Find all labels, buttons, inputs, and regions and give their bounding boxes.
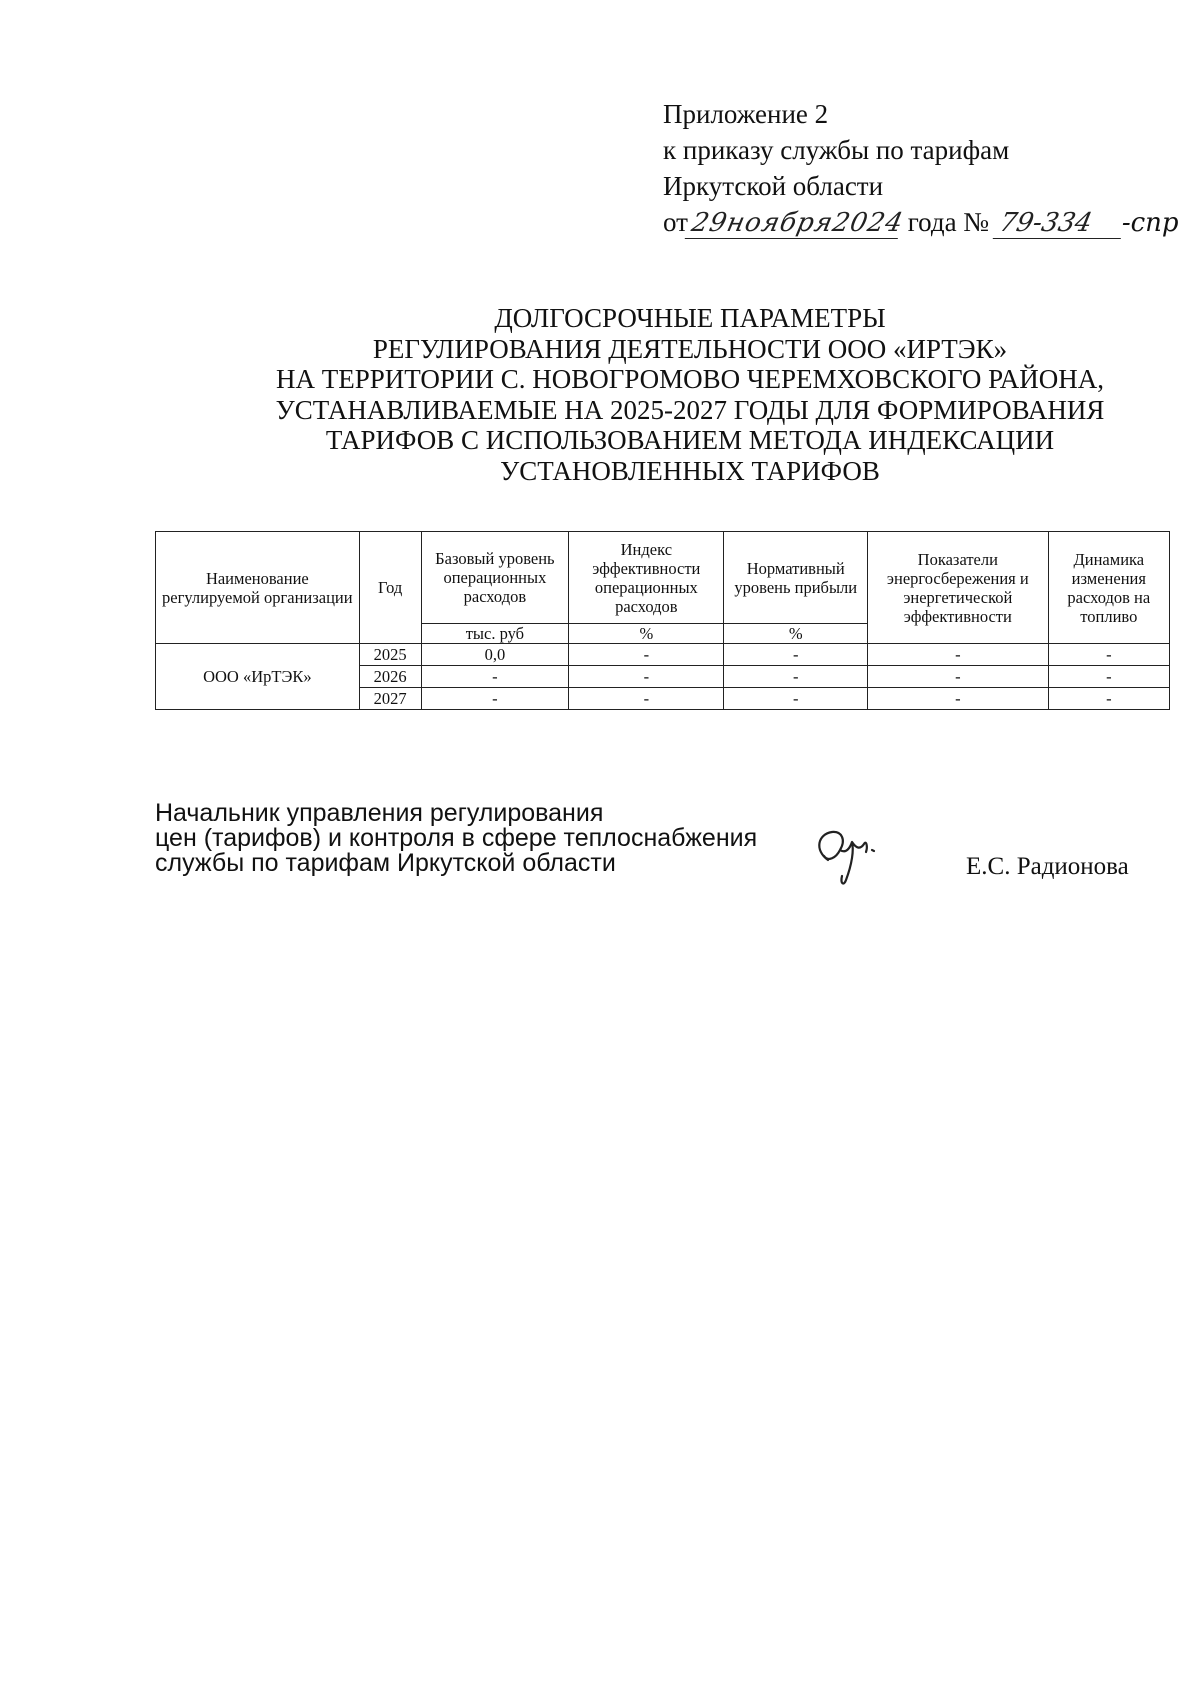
title-line: ТАРИФОВ С ИСПОЛЬЗОВАНИЕМ МЕТОДА ИНДЕКСАЦИИ [325,425,1055,455]
signature-block [155,801,795,876]
signatory-position-line: службы по тарифам Иркутской области [155,849,616,877]
year-cell: 2026 [359,666,421,688]
base-cell: 0,0 [421,644,569,666]
year-number-label: года № [907,207,990,237]
header-energy-saving: Показатели энергосбережения и энергетической эффективности [868,532,1049,644]
header-base-opex: Базовый уровень операционных расходов [421,532,569,624]
profit-cell: - [724,666,868,688]
from-label: от [663,207,688,237]
base-cell: - [421,666,569,688]
handwritten-order-number: 79-334 [993,208,1128,239]
unit-base: тыс. руб [421,624,569,644]
energy-cell: - [868,688,1049,710]
header-profit-level: Нормативный уровень прибыли [724,532,868,624]
header-org: Наименование регулируемой организации [156,532,360,644]
unit-profit: % [724,624,868,644]
appendix-header [663,96,1183,241]
document-title [210,303,1170,486]
table-row [156,644,1170,666]
handwritten-order-suffix: -спр [1121,208,1179,238]
title-line: РЕГУЛИРОВАНИЯ ДЕЯТЕЛЬНОСТИ ООО «ИРТЭК» [372,333,1008,364]
signatory-position-line: цен (тарифов) и контроля в сфере теплоснабжения [155,824,758,852]
title-line: УСТАНАВЛИВАЕМЫЕ НА 2025-2027 ГОДЫ ДЛЯ ФОРМИРОВАНИЯ [275,394,1105,425]
unit-index: % [569,624,724,644]
index-cell: - [569,644,724,666]
fuel-cell: - [1048,666,1169,688]
handwritten-date: 29ноября2024 [685,208,905,239]
title-line: НА ТЕРРИТОРИИ С. НОВОГРОМОВО ЧЕРЕМХОВСКОГО РАЙОНА, [276,364,1104,394]
year-cell: 2027 [359,688,421,710]
title-line: ДОЛГОСРОЧНЫЕ ПАРАМЕТРЫ [494,303,886,333]
handwritten-signature-icon [806,820,896,890]
org-name-cell: ООО «ИрТЭК» [156,644,360,710]
header-efficiency-index: Индекс эффективности операционных расходов [569,532,724,624]
energy-cell: - [868,666,1049,688]
index-cell: - [569,688,724,710]
signer-name: Е.С. Радионова [966,853,1129,880]
parameters-table [155,531,1170,710]
energy-cell: - [868,644,1049,666]
profit-cell: - [724,688,868,710]
title-line: УСТАНОВЛЕННЫХ ТАРИФОВ [500,455,880,486]
table-header-row [156,532,1170,624]
appendix-region: Иркутской области [663,171,884,201]
appendix-date-number-line [663,204,1183,241]
appendix-order-ref: к приказу службы по тарифам [663,135,1010,165]
fuel-cell: - [1048,644,1169,666]
base-cell: - [421,688,569,710]
fuel-cell: - [1048,688,1169,710]
year-cell: 2025 [359,644,421,666]
signatory-position-line: Начальник управления регулирования [155,799,604,827]
header-year: Год [359,532,421,644]
header-fuel-dynamics: Динамика изменения расходов на топливо [1048,532,1169,644]
appendix-title: Приложение 2 [663,99,829,129]
profit-cell: - [724,644,868,666]
index-cell: - [569,666,724,688]
